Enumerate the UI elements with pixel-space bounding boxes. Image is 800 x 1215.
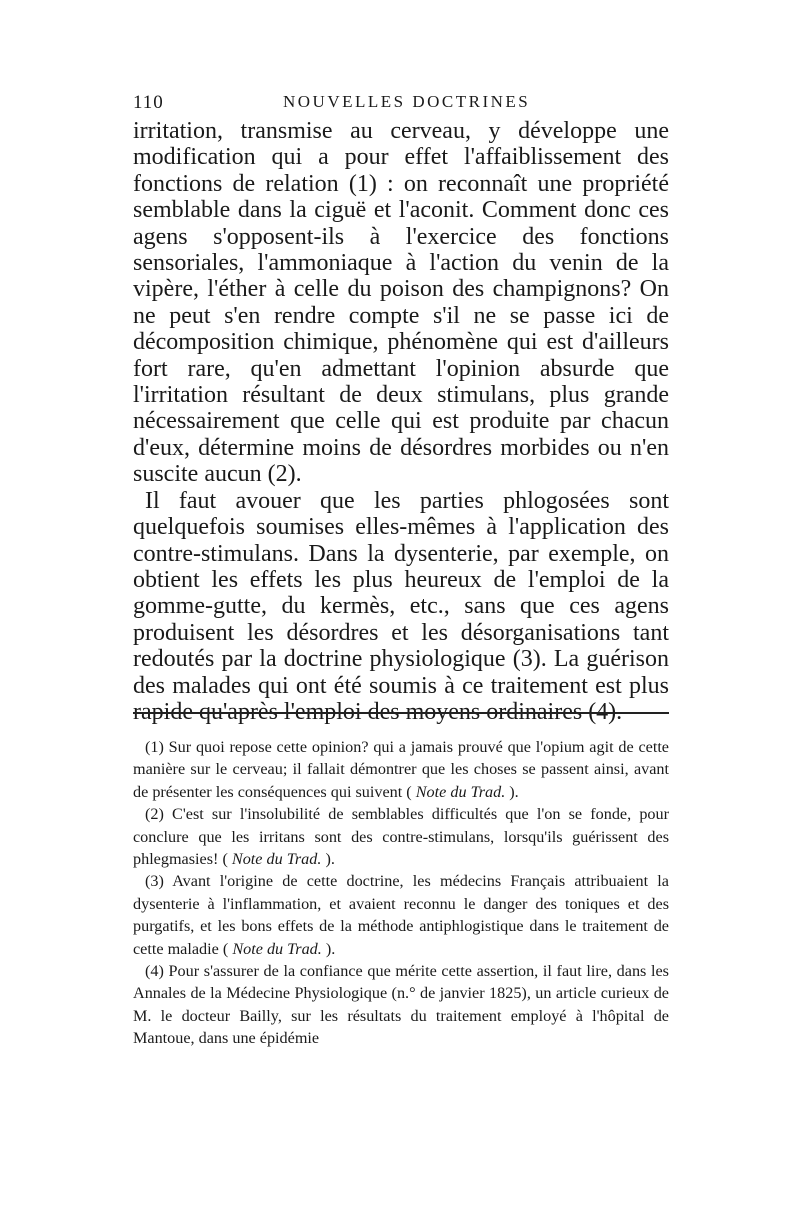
- footnote-3-text: (3) Avant l'origine de cette doctrine, les médecins Français attribuaient la dysenterie à l'inflammation, et avaient reconnu le danger des toniques et des purgatifs, et les bons effets de la méthode antiphlogistique dans le traitement de cette maladie (: [133, 872, 669, 958]
- footnote-4-text: (4) Pour s'assurer de la confiance que mérite cette assertion, il faut lire, dans les Annales de la Médecine Physiologique (n.° de janvier 1825), un article curieux de M. le docteur Bailly, sur les résultats du traitement employé à l'hôpital de Mantoue, dans une épidémie: [133, 962, 669, 1048]
- footnote-2: [133, 803, 669, 870]
- page-number: 110: [133, 92, 164, 113]
- footnote-2-tail: ).: [325, 850, 335, 869]
- footnote-3-ref: Note du Trad.: [232, 939, 322, 958]
- footnote-separator: [133, 712, 669, 714]
- footnote-1-ref: Note du Trad.: [415, 782, 506, 801]
- footnotes: [133, 736, 669, 1050]
- paragraph: Il faut avouer que les parties phlogosées sont quelquefois soumises elles-mêmes à l'application des contre-stimulans. Dans la dysenterie, par exemple, on obtient les effets les plus heureux de l'emploi de la gomme-gutte, du kermès, etc., sans que ces agens produisent les désordres et les désorganisations tant redoutés par la doctrine physiologique (3). La guérison des malades qui ont été soumis à ce traitement est plus rapide qu'après l'emploi des moyens ordinaires (4).: [133, 487, 669, 725]
- running-title: NOUVELLES DOCTRINES: [283, 92, 531, 111]
- footnote-3: [133, 870, 669, 960]
- footnote-1-text: (1) Sur quoi repose cette opinion? qui a jamais prouvé que l'opium agit de cette manière sur le cerveau; il fallait démontrer que les choses se passent ainsi, avant de présenter les conséquences qui suivent (: [133, 738, 669, 801]
- main-text: [133, 118, 669, 725]
- paragraph-continued: irritation, transmise au cerveau, y développe une modification qui a pour effet l'affaiblissement des fonctions de relation (1) : on reconnaît une propriété semblable dans la ciguë et l'aconit. Comment donc ces agens s'opposent-ils à l'exercice des fonctions sensoriales, l'ammoniaque à l'action du venin de la vipère, l'éther à celle du poison des champignons? On ne peut s'en rendre compte s'il ne se passe ici de décomposition chimique, phénomène qui est d'ailleurs fort rare, qu'en admettant l'opinion absurde que l'irritation résultant de deux stimulans, plus grande nécessairement que celle qui est produite par chacun d'eux, détermine moins de désordres morbides ou n'en suscite aucun (2).: [133, 118, 669, 488]
- footnote-1: [133, 736, 669, 803]
- page-header: [133, 92, 673, 118]
- footnote-2-text: (2) C'est sur l'insolubilité de semblables difficultés que l'on se fonde, pour conclure que les irritans sont des contre-stimulans, lorsqu'ils guérissent des phlegmasies! (: [133, 805, 669, 869]
- footnote-2-ref: Note du Trad.: [231, 850, 322, 869]
- footnote-3-tail: ).: [325, 939, 336, 958]
- footnote-4: [133, 960, 669, 1050]
- footnote-1-tail: ).: [509, 782, 519, 801]
